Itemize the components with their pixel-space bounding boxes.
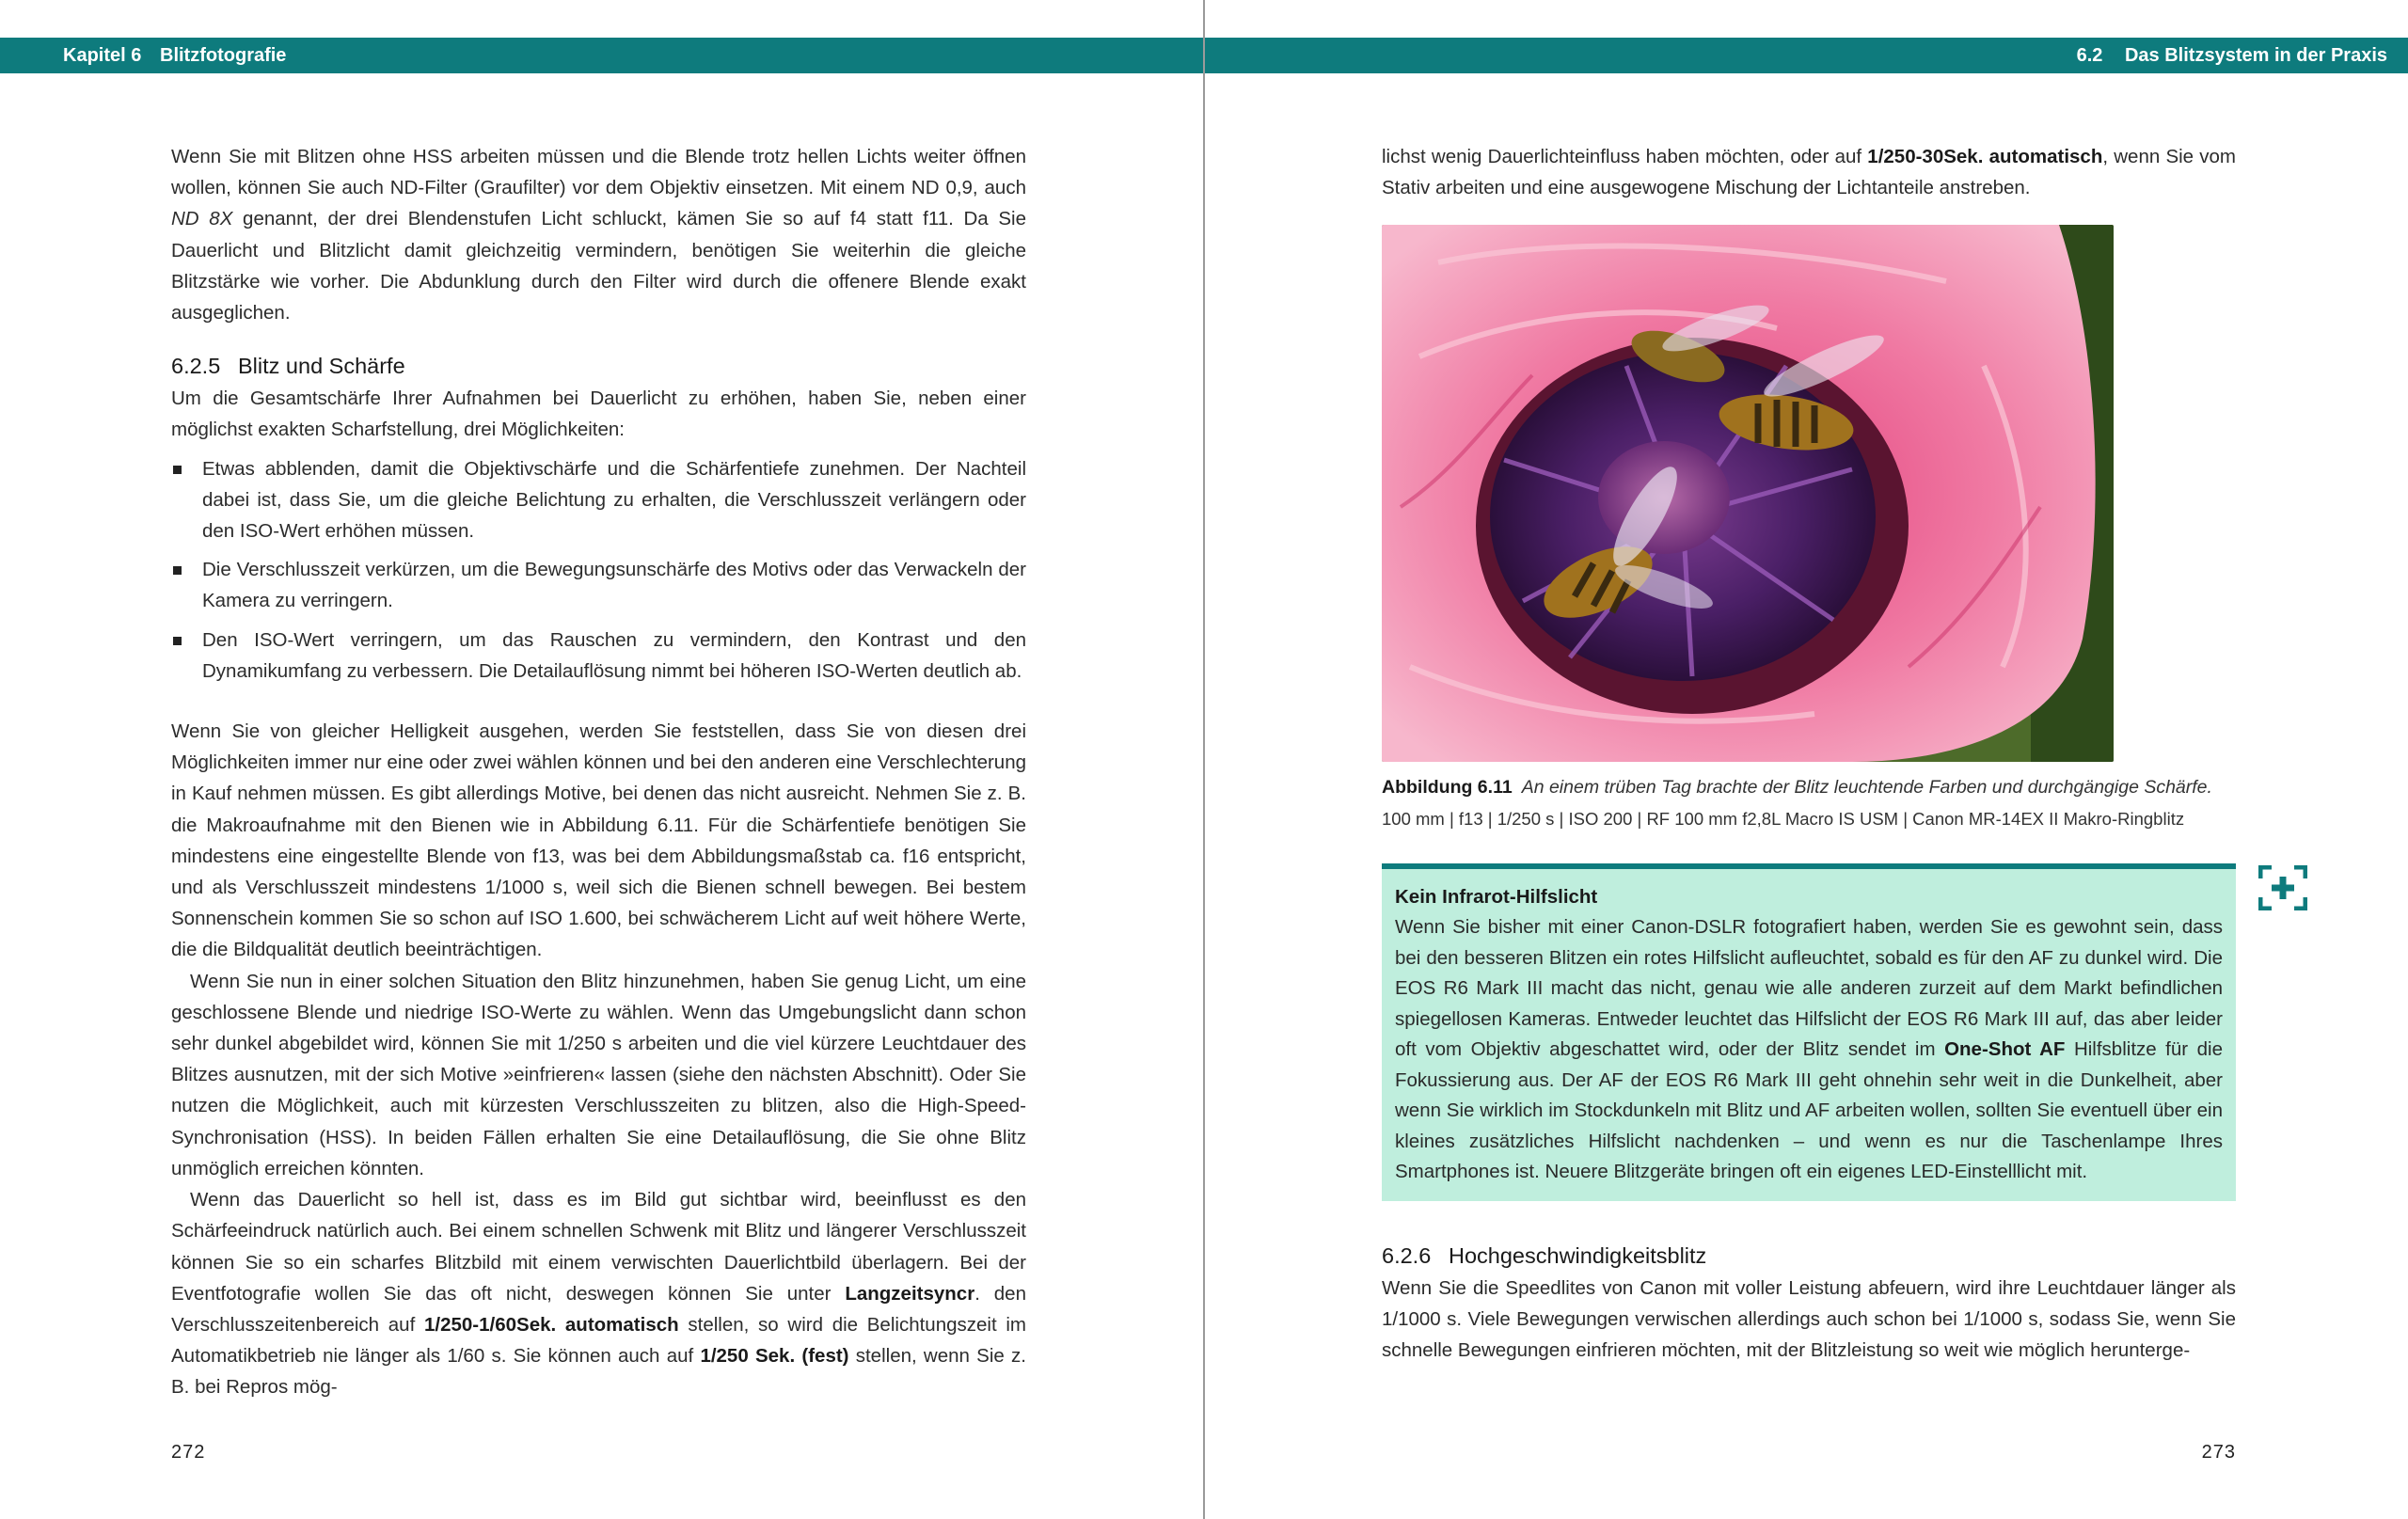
list-item: Die Verschlusszeit verkürzen, um die Bewegungsunschärfe des Motivs oder das Verwackeln der Kamera zu verringern. xyxy=(171,554,1026,616)
paragraph: Wenn das Dauerlicht so hell ist, dass es im Bild gut sichtbar wird, beeinflusst es den Schärfeeindruck natürlich auch. Bei einem schnellen Schwenk mit Blitz und längerer Verschlusszeit können Sie so ein scharfes Blitzbild mit einem verwischten Dauerlichtbild überlagern. Bei der Eventfotografie wollen Sie das oft nicht, deswegen können Sie unter Langzeitsyncr. den Verschlusszeitenbereich auf 1/250-1/60Sek. automatisch stellen, so wird die Belichtungszeit im Automatikbetrieb nie länger als 1/60 s. Sie können auch auf 1/250 Sek. (fest) stellen, wenn Sie z. B. bei Repros mög- xyxy=(171,1189,1026,1399)
paragraph: lichst wenig Dauerlichteinfluss haben möchten, oder auf 1/250-30Sek. automatisch, wenn Sie vom Stativ arbeiten und eine ausgewogene Mischung der Lichtanteile anstreben. xyxy=(1382,146,2236,199)
paragraph: Um die Gesamtschärfe Ihrer Aufnahmen bei Dauerlicht zu erhöhen, haben Sie, neben einer möglichst exakten Scharfstellung, drei Möglichkeiten: xyxy=(171,388,1026,441)
header-section-number: 6.2 xyxy=(2076,45,2103,66)
bullet-square-icon xyxy=(173,466,182,474)
info-box-title: Kein Infrarot-Hilfslicht xyxy=(1395,886,1598,909)
info-box-text: Wenn Sie bisher mit einer Canon-DSLR fotografiert haben, werden Sie es gewohnt sein, dass bei den besseren Blitzen ein rotes Hilfslicht aufleuchtet, sobald es für den AF zu dunkel wird. Die EOS R6 Mark III macht das nicht, genau wie alle anderen zurzeit auf dem Markt befindlichen spiegellosen Kameras. Entweder leuchtet das Hilfslicht der EOS R6 Mark III auf, das aber leider oft vom Objektiv abgeschattet wird, oder der Blitz sendet im One-Shot AF Hilfsblitze für die Fokussierung aus. Der AF der EOS R6 Mark III geht ohnehin sehr weit in die Dunkelheit, aber wenn Sie wirklich im Stockdunkeln mit Blitz und AF arbeiten wollen, sollten Sie eventuell über ein kleines zusätzliches Hilfslicht nachdenken – und wenn es nur die Taschenlampe Ihres Smartphones ist. Neuere Blitzgeräte bringen oft ein eigenes LED-Einstelllicht mit. xyxy=(1395,916,2223,1183)
section-heading: 6.2.5 Blitz und Schärfe xyxy=(171,354,405,379)
bullet-square-icon xyxy=(173,566,182,575)
paragraph: Wenn Sie die Speedlites von Canon mit voller Leistung abfeuern, wird ihre Leuchtdauer länger als 1/1000 s. Viele Bewegungen verwischen allerdings auch schon bei 1/1000 s, sodass Sie, wenn Sie schnelle Bewegungen einfrieren möchten, mit der Blitzleistung so weit wie möglich herunterge- xyxy=(1382,1276,2236,1362)
bullet-list xyxy=(171,453,1026,687)
page-number: 273 xyxy=(2201,1442,2236,1463)
photo-illustration xyxy=(1382,225,2114,762)
figure-caption: Abbildung 6.11 An einem trüben Tag brachte der Blitz leuchtende Farben und durchgängige Schärfe. xyxy=(1382,777,2212,799)
paragraph: Wenn Sie mit Blitzen ohne HSS arbeiten müssen und die Blende trotz hellen Lichts weiter öffnen wollen, können Sie auch ND-Filter (Graufilter) vor dem Objektiv einsetzen. Mit einem ND 0,9, auch ND 8X genannt, der drei Blendenstufen Licht schluckt, kämen Sie so auf f4 statt f11. Da Sie Dauerlicht und Blitzlicht damit gleichzeitig vermindern, benötigen Sie weiterhin die gleiche Blitzstärke wie vorher. Die Abdunklung durch den Filter wird durch die offenere Blende exakt ausgeglichen. xyxy=(171,146,1026,324)
paragraph: Wenn Sie nun in einer solchen Situation den Blitz hinzunehmen, haben Sie genug Licht, um eine geschlossene Blende und niedrige ISO-Werte zu wählen. Wenn das Umgebungslicht dann schon sehr dunkel abgebildet wird, können Sie mit 1/250 s arbeiten und die viel kürzere Leuchtdauer des Blitzes ausnutzen, mit der sich Motive »einfrieren« lassen (siehe den nächsten Abschnitt). Oder Sie nutzen die Möglichkeit, auch mit kürzesten Verschlusszeiten zu blitzen, also die High-Speed-Synchronisation (HSS). In beiden Fällen erhalten Sie eine Detailauflösung, die Sie ohne Blitz unmöglich erreichen könnten. xyxy=(171,970,1026,1179)
left-page xyxy=(0,0,1203,1519)
list-item: Etwas abblenden, damit die Objektivschärfe und die Schärfentiefe zunehmen. Der Nachteil dabei ist, dass Sie, um die gleiche Belichtung zu erhalten, die Verschlusszeit verlängern oder den ISO-Wert erhöhen müssen. xyxy=(171,453,1026,547)
header-chapter: Kapitel 6 xyxy=(63,45,142,66)
focus-plus-icon xyxy=(2258,865,2307,910)
bullet-square-icon xyxy=(173,637,182,645)
figure-exif-meta: 100 mm | f13 | 1/250 s | ISO 200 | RF 100 mm f2,8L Macro IS USM | Canon MR-14EX II Makro-Ringblitz xyxy=(1382,809,2185,830)
paragraph: Wenn Sie von gleicher Helligkeit ausgehen, werden Sie feststellen, dass Sie von diesen drei Möglichkeiten immer nur eine oder zwei wählen können und bei den anderen eine Verschlechterung in Kauf nehmen müssen. Es gibt allerdings Motive, bei denen das nicht ausreicht. Nehmen Sie z. B. die Makroaufnahme mit den Bienen wie in Abbildung 6.11. Für die Schärfentiefe benötigen Sie mindestens eine eingestellte Blende von f13, was bei dem Abbildungsmaßstab ca. f16 entspricht, und als Verschlusszeit mindestens 1/1000 s, weil sich die Bienen schnell bewegen. Bei bestem Sonnenschein kommen Sie so schon auf ISO 1.600, bei schwächerem Licht auf weit höhere Werte, die die Bildqualität deutlich beeinträchtigen. xyxy=(171,720,1026,961)
running-header xyxy=(1205,38,2408,73)
section-heading: 6.2.6 Hochgeschwindigkeitsblitz xyxy=(1382,1242,1707,1268)
header-section-title: Das Blitzsystem in der Praxis xyxy=(2124,45,2387,66)
running-header xyxy=(0,38,1203,73)
right-page xyxy=(1205,0,2408,1519)
left-body-text xyxy=(171,141,1026,1403)
header-chapter-title: Blitzfotografie xyxy=(160,45,287,66)
figure-photo-bees-on-poppy xyxy=(1382,225,2114,762)
info-box xyxy=(1382,863,2236,1201)
list-item: Den ISO-Wert verringern, um das Rauschen zu vermindern, den Kontrast und den Dynamikumfang zu verbessern. Die Detailauflösung nimmt bei höheren ISO-Werten deutlich ab. xyxy=(171,625,1026,687)
right-body-text xyxy=(1382,141,2236,1367)
page-number: 272 xyxy=(171,1442,206,1463)
